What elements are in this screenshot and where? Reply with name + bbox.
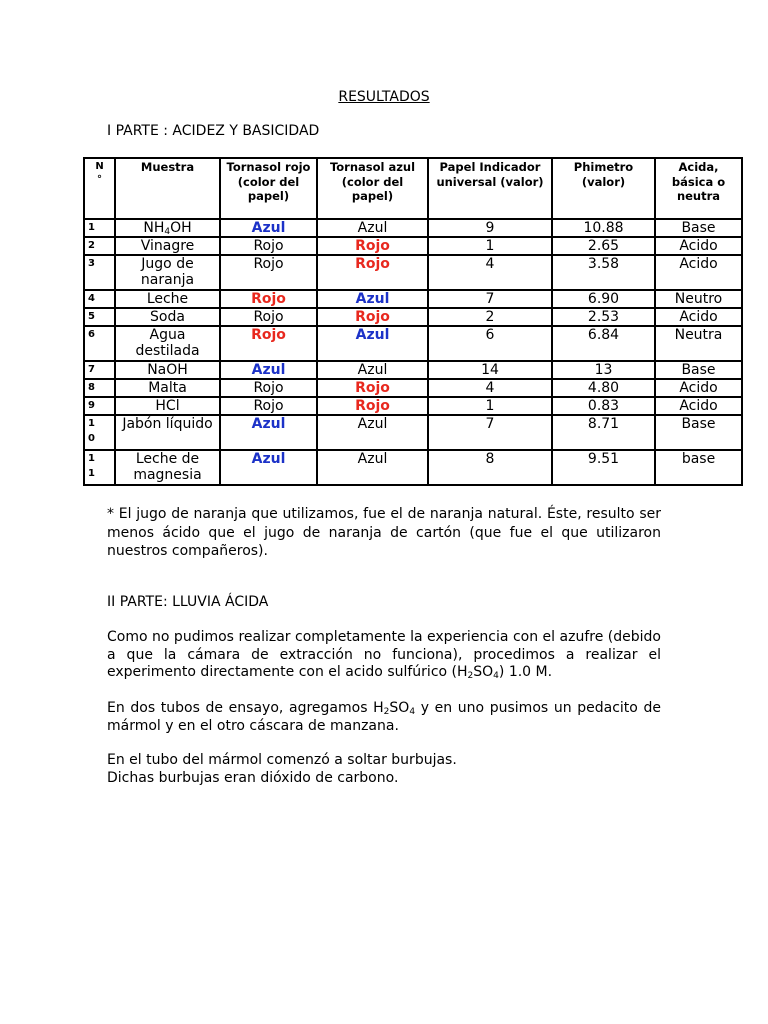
- cell-papel: 7: [428, 290, 552, 308]
- header-muestra: Muestra: [115, 158, 220, 219]
- table-row: [84, 415, 742, 450]
- cell-tipo: Acido: [655, 308, 742, 326]
- cell-phimetro: 4.80: [552, 379, 655, 397]
- table-row: [84, 379, 742, 397]
- orange-juice-note: * El jugo de naranja que utilizamos, fue el de naranja natural. Éste, resulto ser menos ácido que el jugo de naranja de cartón (que fue el que utilizaron nuestros compañeros).: [107, 506, 661, 559]
- header-tornasol-rojo: Tornasol rojo (color del papel): [220, 158, 317, 219]
- cell-phimetro: 13: [552, 361, 655, 379]
- cell-num: 7: [84, 361, 115, 379]
- cell-tipo: base: [655, 450, 742, 485]
- cell-papel: 7: [428, 415, 552, 450]
- table-row: [84, 397, 742, 415]
- cell-tornasol-azul: Azul: [317, 450, 428, 485]
- para1-text-c: ) 1.0 M.: [498, 664, 553, 680]
- cell-tornasol-azul: Rojo: [317, 379, 428, 397]
- paragraph-tubos: [107, 700, 661, 735]
- cell-phimetro: 2.65: [552, 237, 655, 255]
- cell-tornasol-rojo: Azul: [220, 219, 317, 237]
- page-title: RESULTADOS: [338, 89, 430, 105]
- para1-text-a: Como no pudimos realizar completamente la experiencia con el azufre (debido a que la cámara de extracción no funciona), procedimos a realizar el experimento directamente con el acido sulfúrico (H: [107, 629, 661, 680]
- cell-tornasol-azul: Azul: [317, 326, 428, 361]
- table-row: [84, 255, 742, 290]
- table-row: [84, 237, 742, 255]
- results-table: [83, 157, 743, 486]
- cell-num: 1 0: [84, 415, 115, 450]
- cell-papel: 4: [428, 379, 552, 397]
- header-phimetro: Phimetro (valor): [552, 158, 655, 219]
- cell-tipo: Acido: [655, 255, 742, 290]
- cell-phimetro: 6.90: [552, 290, 655, 308]
- cell-papel: 4: [428, 255, 552, 290]
- cell-tornasol-rojo: Azul: [220, 415, 317, 450]
- muestra-text: Jugo de naranja: [140, 256, 195, 288]
- muestra-text: Jabón líquido: [122, 416, 213, 432]
- table-body: [84, 219, 742, 485]
- cell-tipo: Base: [655, 415, 742, 450]
- cell-tornasol-rojo: Rojo: [220, 397, 317, 415]
- cell-tipo: Base: [655, 219, 742, 237]
- cell-papel: 14: [428, 361, 552, 379]
- cell-tornasol-azul: Azul: [317, 290, 428, 308]
- cell-papel: 1: [428, 397, 552, 415]
- muestra-text: Leche de magnesia: [133, 451, 202, 483]
- cell-papel: 9: [428, 219, 552, 237]
- cell-tipo: Base: [655, 361, 742, 379]
- cell-num: 2: [84, 237, 115, 255]
- cell-num: 6: [84, 326, 115, 361]
- muestra-text: Agua destilada: [135, 327, 200, 359]
- cell-num: 4: [84, 290, 115, 308]
- cell-tipo: Acido: [655, 379, 742, 397]
- cell-muestra: [115, 290, 220, 308]
- muestra-subscript: 4: [164, 227, 171, 237]
- cell-papel: 1: [428, 237, 552, 255]
- cell-num: 1: [84, 219, 115, 237]
- header-tornasol-azul: Tornasol azul (color del papel): [317, 158, 428, 219]
- cell-tornasol-azul: Rojo: [317, 237, 428, 255]
- muestra-text: HCl: [155, 398, 180, 414]
- cell-muestra: [115, 450, 220, 485]
- cell-muestra: [115, 326, 220, 361]
- table-row: [84, 450, 742, 485]
- cell-tornasol-azul: Azul: [317, 219, 428, 237]
- para2-text-b: SO: [389, 700, 410, 716]
- para1-sub-1: 2: [467, 671, 474, 681]
- muestra-text: Vinagre: [140, 238, 195, 254]
- cell-muestra: [115, 379, 220, 397]
- cell-tornasol-rojo: Rojo: [220, 308, 317, 326]
- cell-tornasol-azul: Rojo: [317, 255, 428, 290]
- para1-sub-2: 4: [493, 671, 499, 681]
- cell-phimetro: 3.58: [552, 255, 655, 290]
- table-row: [84, 326, 742, 361]
- part1-heading: I PARTE : ACIDEZ Y BASICIDAD: [107, 123, 320, 139]
- paragraph-burbujas: En el tubo del mármol comenzó a soltar burbujas.: [107, 752, 457, 768]
- muestra-text: NaOH: [147, 362, 188, 378]
- cell-phimetro: 6.84: [552, 326, 655, 361]
- cell-phimetro: 9.51: [552, 450, 655, 485]
- cell-num: 1 1: [84, 450, 115, 485]
- cell-phimetro: 8.71: [552, 415, 655, 450]
- cell-tornasol-rojo: Rojo: [220, 255, 317, 290]
- cell-tornasol-rojo: Rojo: [220, 379, 317, 397]
- cell-tornasol-azul: Rojo: [317, 397, 428, 415]
- cell-muestra: [115, 308, 220, 326]
- cell-tipo: Neutro: [655, 290, 742, 308]
- cell-phimetro: 10.88: [552, 219, 655, 237]
- cell-papel: 6: [428, 326, 552, 361]
- header-tipo: Acida, básica o neutra: [655, 158, 742, 219]
- cell-tornasol-azul: Azul: [317, 415, 428, 450]
- muestra-text: Leche: [146, 291, 189, 307]
- cell-tornasol-rojo: Rojo: [220, 326, 317, 361]
- cell-tornasol-rojo: Rojo: [220, 290, 317, 308]
- paragraph-dioxido: Dichas burbujas eran dióxido de carbono.: [107, 770, 399, 786]
- cell-tipo: Acido: [655, 397, 742, 415]
- cell-papel: 8: [428, 450, 552, 485]
- cell-phimetro: 0.83: [552, 397, 655, 415]
- para2-text-a: En dos tubos de ensayo, agregamos H: [107, 700, 384, 716]
- cell-num: 5: [84, 308, 115, 326]
- cell-num: 8: [84, 379, 115, 397]
- para2-text-c: y en uno pusimos un pedacito de mármol y en el otro cáscara de manzana.: [107, 700, 661, 734]
- cell-muestra: [115, 219, 220, 237]
- cell-tipo: Acido: [655, 237, 742, 255]
- cell-tornasol-azul: Azul: [317, 361, 428, 379]
- cell-tornasol-rojo: Azul: [220, 450, 317, 485]
- table-row: [84, 308, 742, 326]
- cell-muestra: [115, 237, 220, 255]
- table-row: [84, 361, 742, 379]
- muestra-text: Malta: [148, 380, 187, 396]
- cell-num: 3: [84, 255, 115, 290]
- table-row: [84, 290, 742, 308]
- table-header-row: [84, 158, 742, 219]
- paragraph-azufre: [107, 629, 661, 682]
- cell-muestra: [115, 255, 220, 290]
- cell-tipo: Neutra: [655, 326, 742, 361]
- cell-tornasol-rojo: Azul: [220, 361, 317, 379]
- header-papel-indicador: Papel Indicador universal (valor): [428, 158, 552, 219]
- muestra-text-post: OH: [170, 220, 192, 236]
- table-row: [84, 219, 742, 237]
- cell-muestra: [115, 397, 220, 415]
- para1-text-b: SO: [473, 664, 494, 680]
- cell-num: 9: [84, 397, 115, 415]
- part2-heading: II PARTE: LLUVIA ÁCIDA: [107, 594, 269, 610]
- cell-papel: 2: [428, 308, 552, 326]
- cell-muestra: [115, 415, 220, 450]
- muestra-text: NH: [143, 220, 165, 236]
- cell-tornasol-rojo: Rojo: [220, 237, 317, 255]
- para2-sub-1: 2: [383, 707, 390, 717]
- cell-phimetro: 2.53: [552, 308, 655, 326]
- cell-tornasol-azul: Rojo: [317, 308, 428, 326]
- para2-sub-2: 4: [409, 707, 416, 717]
- cell-muestra: [115, 361, 220, 379]
- header-num: N °: [84, 158, 115, 219]
- muestra-text: Soda: [150, 309, 185, 325]
